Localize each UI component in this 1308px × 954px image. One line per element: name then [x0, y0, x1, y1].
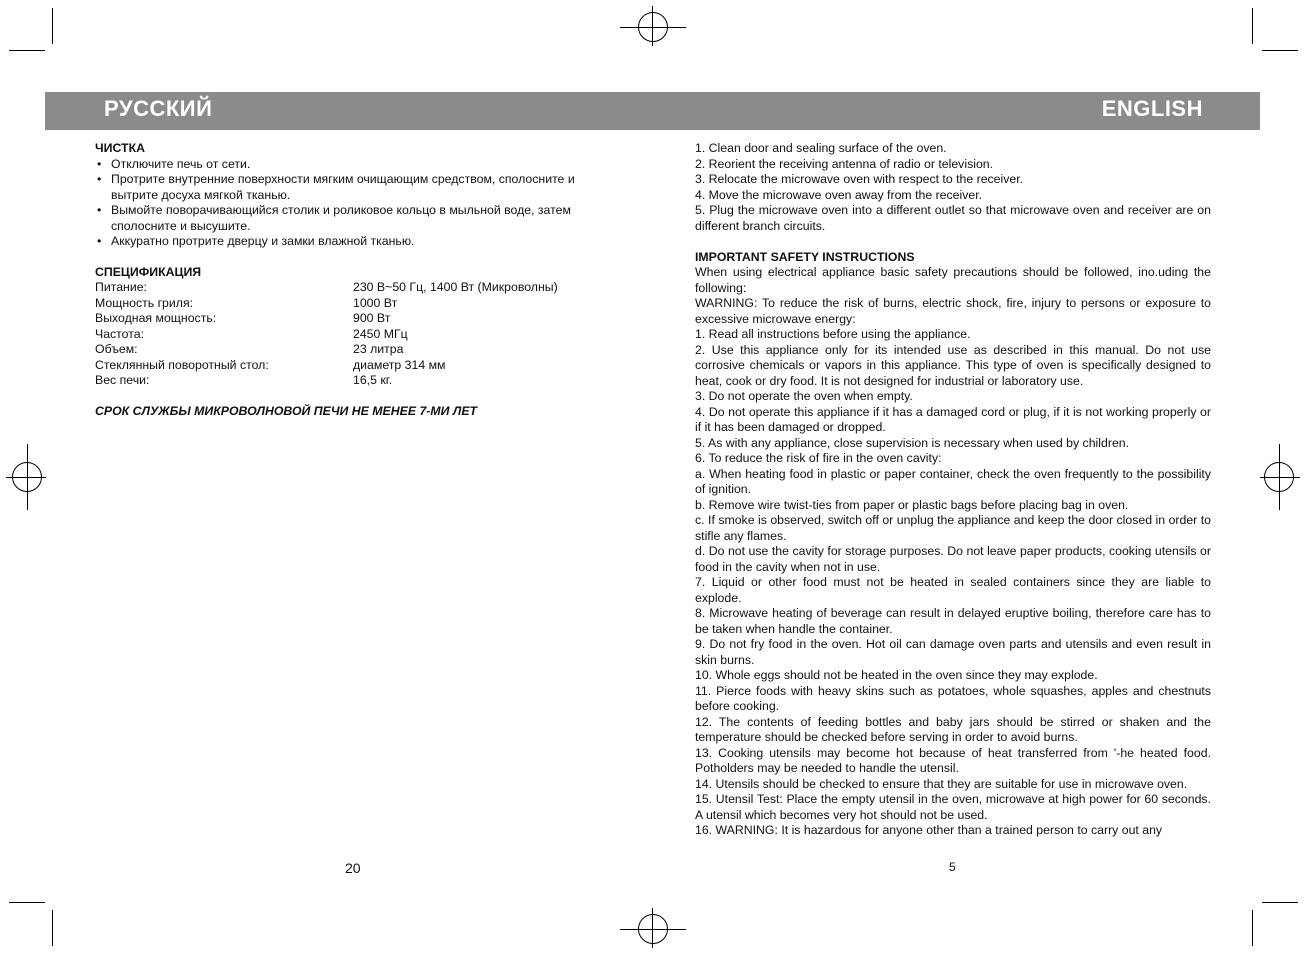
crop-mark — [9, 50, 45, 51]
safety-item: 7. Liquid or other food must not be heated in sealed containers since they are liable to explode. — [695, 575, 1211, 605]
safety-title: IMPORTANT SAFETY INSTRUCTIONS — [695, 249, 915, 264]
safety-item: 9. Do not fry food in the oven. Hot oil can damage oven parts and utensils and even result in skin burns. — [695, 637, 1211, 667]
russian-column — [95, 141, 615, 431]
crop-mark — [9, 902, 45, 903]
safety-item: 1. Read all instructions before using the appliance. — [695, 327, 971, 341]
safety-item: d. Do not use the cavity for storage purposes. Do not leave paper products, cooking utensils or food in the cavity when not in use. — [695, 544, 1211, 574]
safety-item: 12. The contents of feeding bottles and baby jars should be stirred or shaken and the temperature should be checked before serving in order to avoid burns. — [695, 714, 1211, 744]
header-language-ru: РУССКИЙ — [104, 96, 213, 121]
spec-value: 23 литра — [353, 342, 404, 356]
crop-mark — [1252, 910, 1253, 946]
spec-label: Частота: — [95, 326, 144, 341]
cleaning-item: • Отключите печь от сети. — [95, 157, 615, 173]
intro-item: 1. Clean door and sealing surface of the oven. — [695, 141, 947, 155]
spec-value: диаметр 314 мм — [353, 357, 446, 372]
safety-item: 10. Whole eggs should not be heated in the oven since they may explode. — [695, 668, 1098, 682]
spec-row — [95, 280, 615, 296]
spec-label: Мощность гриля: — [95, 295, 194, 310]
safety-item: 3. Do not operate the oven when empty. — [695, 389, 913, 403]
cleaning-item: • Вымойте поворачивающийся столик и роликовое кольцо в мыльной воде, затем сполосните и высушите. — [95, 203, 615, 234]
spec-row — [95, 296, 615, 312]
spec-label: Стеклянный поворотный стол: — [95, 357, 269, 372]
safety-item: 13. Cooking utensils may become hot because of heat transferred from '-he heated food. Potholders may be needed to handle the utensil. — [695, 745, 1211, 775]
spec-label: Выходная мощность: — [95, 311, 217, 325]
header-language-en: ENGLISH — [1101, 96, 1203, 121]
safety-item: 5. As with any appliance, close supervision is necessary when used by children. — [695, 435, 1130, 450]
safety-item: When using electrical appliance basic safety precautions should be followed, ino.uding the following: — [695, 265, 1211, 295]
intro-item: 4. Move the microwave oven away from the receiver. — [695, 187, 983, 202]
page-number-left: 20 — [345, 860, 361, 876]
page-number-right: 5 — [949, 860, 956, 874]
english-column — [695, 141, 1211, 839]
spec-row — [95, 342, 615, 358]
safety-item: 16. WARNING: It is hazardous for anyone other than a trained person to carry out any — [695, 823, 1163, 837]
cleaning-item: • Аккуратно протрите дверцу и замки влажной тканью. — [95, 234, 615, 250]
intro-item: 2. Reorient the receiving antenna of radio or television. — [695, 156, 994, 171]
safety-item: WARNING: To reduce the risk of burns, electric shock, fire, injury to persons or exposure to excessive microwave energy: — [695, 296, 1211, 326]
safety-item: 11. Pierce foods with heavy skins such as potatoes, whole squashes, apples and chestnuts before cooking. — [695, 683, 1211, 713]
safety-item: b. Remove wire twist-ties from paper or plastic bags before placing bag in oven. — [695, 497, 1129, 512]
safety-item: 14. Utensils should be checked to ensure that they are suitable for use in microwave oven. — [695, 776, 1188, 791]
safety-item: c. If smoke is observed, switch off or unplug the appliance and keep the door closed in order to stifle any flames. — [695, 513, 1211, 543]
cleaning-item: • Протрите внутренние поверхности мягким очищающим средством, сполосните и вытрите досуха мягкой тканью. — [95, 172, 615, 203]
crop-mark — [52, 910, 53, 946]
crop-mark — [1262, 902, 1298, 903]
cleaning-title: ЧИСТКА — [95, 141, 145, 155]
crop-mark — [52, 8, 53, 44]
spec-value: 1000 Вт — [353, 295, 398, 310]
safety-item: 8. Microwave heating of beverage can result in delayed eruptive boiling, therefore care has to be taken when handle the container. — [695, 606, 1211, 636]
spec-row — [95, 327, 615, 343]
spec-value: 2450 МГц — [353, 326, 408, 341]
intro-item: 5. Plug the microwave oven into a different outlet so that microwave oven and receiver are on different branch circuits. — [695, 203, 1211, 233]
spec-row — [95, 311, 615, 327]
spec-value: 230 В~50 Гц, 1400 Вт (Микроволны) — [353, 280, 558, 294]
intro-item: 3. Relocate the microwave oven with respect to the receiver. — [695, 172, 1024, 186]
spec-row — [95, 358, 615, 374]
spec-label: Вес печи: — [95, 373, 150, 387]
spec-value: 900 Вт — [353, 311, 391, 325]
service-life-note: СРОК СЛУЖБЫ МИКРОВОЛНОВОЙ ПЕЧИ НЕ МЕНЕЕ 7-МИ ЛЕТ — [95, 403, 478, 418]
spec-value: 16,5 кг. — [353, 373, 393, 387]
spec-title: СПЕЦИФИКАЦИЯ — [95, 264, 202, 279]
spec-label: Объем: — [95, 342, 138, 356]
crop-mark — [1252, 8, 1253, 44]
safety-item: 4. Do not operate this appliance if it has a damaged cord or plug, if it is not working properly or if it has been damaged or dropped. — [695, 404, 1211, 434]
header-band — [45, 92, 1260, 130]
safety-item: 2. Use this appliance only for its intended use as described in this manual. Do not use corrosive chemicals or vapors in this appliance. This type of oven is specifically designed to heat, cook or dry food. It is not designed for industrial or laboratory use. — [695, 342, 1211, 388]
spec-label: Питание: — [95, 280, 147, 294]
safety-item: 6. To reduce the risk of fire in the oven cavity: — [695, 451, 942, 465]
safety-item: a. When heating food in plastic or paper container, check the oven frequently to the possibility of ignition. — [695, 466, 1211, 496]
spec-table — [95, 280, 615, 389]
spec-row — [95, 373, 615, 389]
crop-mark — [1262, 50, 1298, 51]
cleaning-list — [95, 157, 615, 250]
safety-item: 15. Utensil Test: Place the empty utensil in the oven, microwave at high power for 60 seconds. A utensil which becomes very hot should not be used. — [695, 792, 1211, 822]
